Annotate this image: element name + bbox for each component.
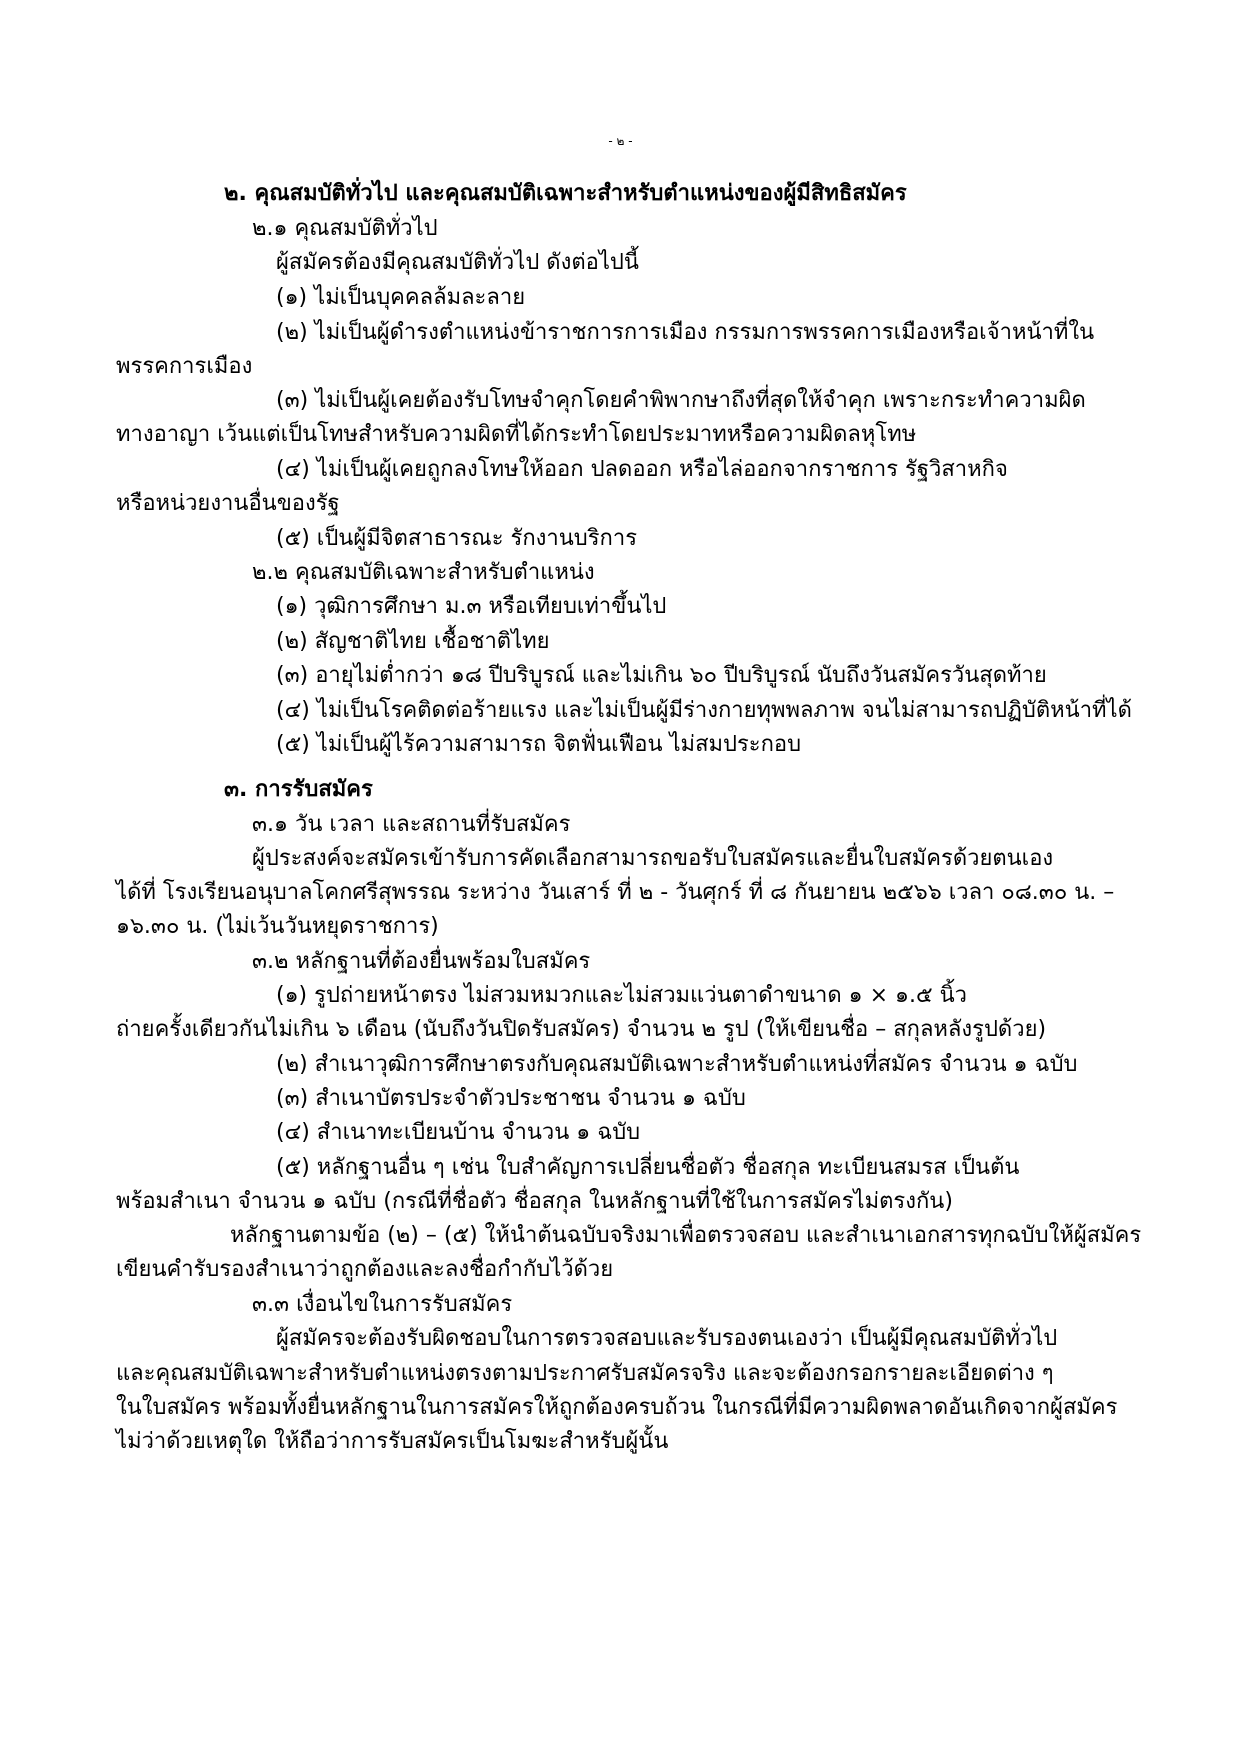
- section-3-3-heading: ๓.๓ เงื่อนไขในการรับสมัคร: [252, 1292, 513, 1317]
- list-item: (๑) รูปถ่ายหน้าตรง ไม่สวมหมวกและไม่สวมแว่นตาดำขนาด ๑ × ๑.๕ นิ้ว: [276, 983, 968, 1008]
- list-item: (๑) วุฒิการศึกษา ม.๓ หรือเทียบเท่าขึ้นไป: [276, 594, 667, 619]
- paragraph-line: เขียนคำรับรองสำเนาว่าถูกต้องและลงชื่อกำกับไว้ด้วย: [116, 1257, 614, 1282]
- section-2-1-intro: ผู้สมัครต้องมีคุณสมบัติทั่วไป ดังต่อไปนี้: [276, 250, 639, 275]
- list-item: (๑) ไม่เป็นบุคคลล้มละลาย: [276, 285, 526, 310]
- list-item: (๕) ไม่เป็นผู้ไร้ความสามารถ จิตฟั่นเฟือน ไม่สมประกอบ: [276, 732, 802, 757]
- list-item: (๓) ไม่เป็นผู้เคยต้องรับโทษจำคุกโดยคำพิพากษาถึงที่สุดให้จำคุก เพราะกระทำความผิด: [276, 388, 1086, 413]
- list-item: (๔) ไม่เป็นผู้เคยถูกลงโทษให้ออก ปลดออก หรือไล่ออกจากราชการ รัฐวิสาหกิจ: [276, 457, 1008, 482]
- list-item: (๒) ไม่เป็นผู้ดำรงตำแหน่งข้าราชการการเมือง กรรมการพรรคการเมืองหรือเจ้าหน้าที่ใน: [276, 320, 1095, 345]
- list-item: (๓) สำเนาบัตรประจำตัวประชาชน จำนวน ๑ ฉบับ: [276, 1086, 746, 1111]
- list-item: (๕) เป็นผู้มีจิตสาธารณะ รักงานบริการ: [276, 526, 638, 551]
- list-item-continuation: พรรคการเมือง: [116, 354, 253, 379]
- paragraph-line: ผู้สมัครจะต้องรับผิดชอบในการตรวจสอบและรับรองตนเองว่า เป็นผู้มีคุณสมบัติทั่วไป: [276, 1326, 1058, 1351]
- section-2-1-heading: ๒.๑ คุณสมบัติทั่วไป: [252, 216, 438, 241]
- list-item-continuation: ทางอาญา เว้นแต่เป็นโทษสำหรับความผิดที่ได้กระทำโดยประมาทหรือความผิดลหุโทษ: [116, 422, 917, 447]
- list-item: (๔) ไม่เป็นโรคติดต่อร้ายแรง และไม่เป็นผู้มีร่างกายทุพพลภาพ จนไม่สามารถปฏิบัติหน้าที่ได้: [276, 698, 1132, 723]
- paragraph-line: ในใบสมัคร พร้อมทั้งยื่นหลักฐานในการสมัครให้ถูกต้องครบถ้วน ในกรณีที่มีความผิดพลาดอันเกิดจากผู้สมัคร: [116, 1395, 1118, 1420]
- list-item-continuation: ถ่ายครั้งเดียวกันไม่เกิน ๖ เดือน (นับถึงวันปิดรับสมัคร) จำนวน ๒ รูป (ให้เขียนชื่อ – สกุลหลังรูปด้วย): [116, 1017, 1047, 1042]
- list-item: (๓) อายุไม่ต่ำกว่า ๑๘ ปีบริบูรณ์ และไม่เกิน ๖๐ ปีบริบูรณ์ นับถึงวันสมัครวันสุดท้าย: [276, 663, 1047, 688]
- section-3-heading: ๓. การรับสมัคร: [224, 777, 373, 802]
- paragraph-line: ๑๖.๓๐ น. (ไม่เว้นวันหยุดราชการ): [116, 914, 439, 939]
- section-2-2-heading: ๒.๒ คุณสมบัติเฉพาะสำหรับตำแหน่ง: [252, 560, 595, 585]
- list-item: (๒) สัญชาติไทย เชื้อชาติไทย: [276, 629, 550, 654]
- section-3-1-heading: ๓.๑ วัน เวลา และสถานที่รับสมัคร: [252, 812, 571, 837]
- paragraph-line: ผู้ประสงค์จะสมัครเข้ารับการคัดเลือกสามารถขอรับใบสมัครและยื่นใบสมัครด้วยตนเอง: [252, 846, 1054, 871]
- list-item-continuation: พร้อมสำเนา จำนวน ๑ ฉบับ (กรณีที่ชื่อตัว ชื่อสกุล ในหลักฐานที่ใช้ในการสมัครไม่ตรงกัน): [116, 1189, 953, 1214]
- list-item: (๕) หลักฐานอื่น ๆ เช่น ใบสำคัญการเปลี่ยนชื่อตัว ชื่อสกุล ทะเบียนสมรส เป็นต้น: [276, 1155, 1020, 1180]
- paragraph-line: หลักฐานตามข้อ (๒) – (๕) ให้นำต้นฉบับจริงมาเพื่อตรวจสอบ และสำเนาเอกสารทุกฉบับให้ผู้สมัคร: [230, 1223, 1142, 1248]
- section-2-heading: ๒. คุณสมบัติทั่วไป และคุณสมบัติเฉพาะสำหรับตำแหน่งของผู้มีสิทธิสมัคร: [224, 181, 907, 206]
- list-item: (๔) สำเนาทะเบียนบ้าน จำนวน ๑ ฉบับ: [276, 1120, 641, 1145]
- list-item: (๒) สำเนาวุฒิการศึกษาตรงกับคุณสมบัติเฉพาะสำหรับตำแหน่งที่สมัคร จำนวน ๑ ฉบับ: [276, 1052, 1078, 1077]
- page-number: - ๒ -: [608, 134, 633, 148]
- section-3-2-heading: ๓.๒ หลักฐานที่ต้องยื่นพร้อมใบสมัคร: [252, 949, 591, 974]
- paragraph-line: และคุณสมบัติเฉพาะสำหรับตำแหน่งตรงตามประกาศรับสมัครจริง และจะต้องกรอกรายละเอียดต่าง ๆ: [116, 1361, 1054, 1386]
- paragraph-line: ได้ที่ โรงเรียนอนุบาลโคกศรีสุพรรณ ระหว่าง วันเสาร์ ที่ ๒ - วันศุกร์ ที่ ๘ กันยายน ๒๕๖๖ เวลา ๐๘.๓๐ น. –: [116, 880, 1115, 905]
- list-item-continuation: หรือหน่วยงานอื่นของรัฐ: [116, 491, 340, 516]
- paragraph-line: ไม่ว่าด้วยเหตุใด ให้ถือว่าการรับสมัครเป็นโมฆะสำหรับผู้นั้น: [116, 1429, 669, 1454]
